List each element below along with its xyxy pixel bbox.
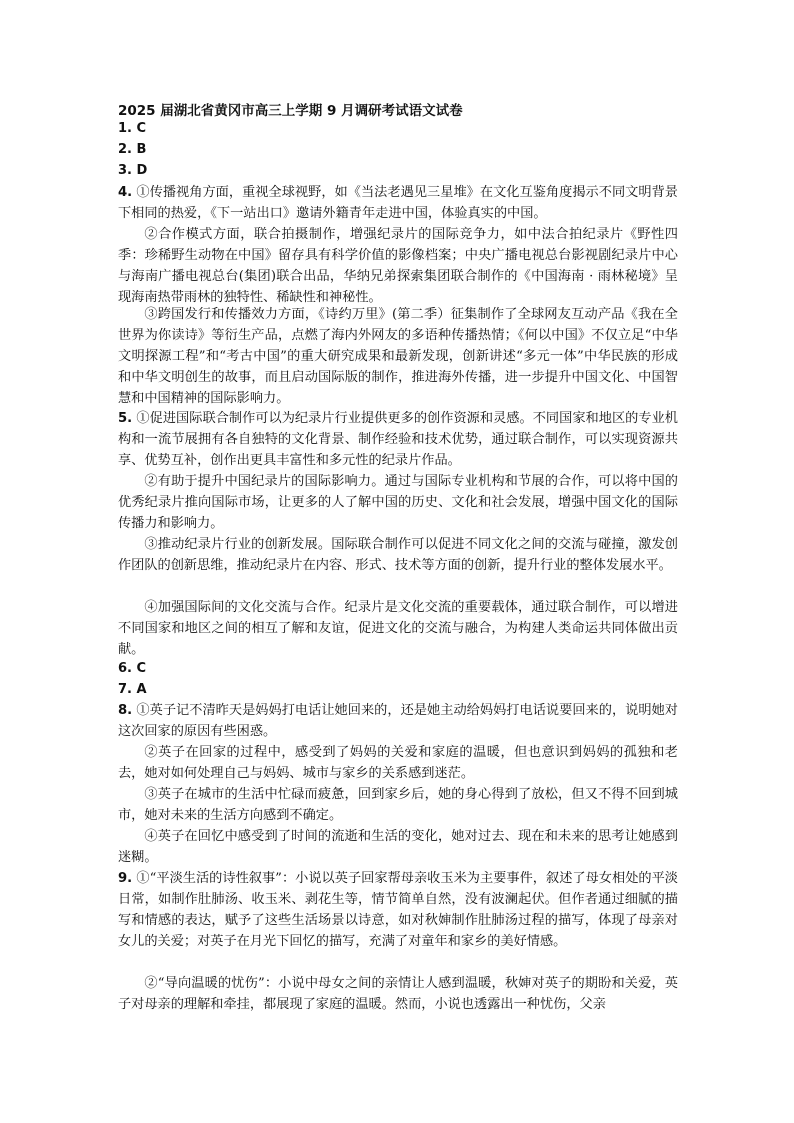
question-number-9: 9.	[118, 871, 133, 886]
answer-6: 6. C	[118, 661, 147, 676]
answer-4-point-3: ③跨国发行和传播效力方面，《诗约万里》(第二季）征集制作了全球网友互动产品《我在全世界为你读诗》等衍生产品，点燃了海内外网友的多语种传播热情；《何以中国》不仅立足“中华文明探源工程”和“考古中国”的重大研究成果和最新发现，创新讲述“多元一体”中华民族的形成和中华文明创生的故事，而且启动国际版的制作，推进海外传播，进一步提升中国文化、中国智慧和中国精神的国际影响力。	[118, 307, 678, 406]
answer-5-point-3: ③推动纪录片行业的创新发展。国际联合制作可以促进不同文化之间的交流与碰撞，激发创作团队的创新思维，推动纪录片在内容、形式、技术等方面的创新，提升行业的整体发展水平。	[118, 537, 678, 573]
answer-9-point-2: ②“导向温暖的忧伤”：小说中母女之间的亲情让人感到温暖，秋婶对英子的期盼和关爱，英子对母亲的理解和牵挂，都展现了家庭的温暖。然而，小说也透露出一种忧伤，父亲	[118, 976, 678, 1012]
answer-2: 2. B	[118, 142, 147, 157]
answer-1: 1. C	[118, 121, 147, 136]
answer-3: 3. D	[118, 163, 148, 178]
answer-5-point-1: 5. ①促进国际联合制作可以为纪录片行业提供更多的创作资源和灵感。不同国家和地区的专业机构和一流节展拥有各自独特的文化背景、制作经验和技术优势，通过联合制作，可以实现资源共享、优势互补，创作出更具丰富性和多元性的纪录片作品。	[118, 411, 678, 468]
answer-9-point-1: 9. ①“平淡生活的诗性叙事”：小说以英子回家帮母亲收玉米为主要事件，叙述了母女相处的平淡日常，如制作肚肺汤、收玉米、剥花生等，情节简单自然，没有波澜起伏。但作者通过细腻的描写和情感的表达，赋予了这些生活场景以诗意，如对秋婶制作肚肺汤过程的描写，体现了母亲对女儿的关爱；对英子在月光下回忆的描写，充满了对童年和家乡的美好情感。	[118, 871, 678, 949]
answer-5-point-4: ④加强国际间的文化交流与合作。纪录片是文化交流的重要载体，通过联合制作，可以增进不同国家和地区之间的相互了解和友谊，促进文化的交流与融合，为构建人类命运共同体做出贡献。	[118, 600, 678, 657]
answer-7: 7. A	[118, 682, 147, 697]
answer-8-point-4: ④英子在回忆中感受到了时间的流逝和生活的变化，她对过去、现在和未来的思考让她感到迷糊。	[118, 829, 678, 865]
answer-8-point-2: ②英子在回家的过程中，感受到了妈妈的关爱和家庭的温暖，但也意识到妈妈的孤独和老去，她对如何处理自己与妈妈、城市与家乡的关系感到迷茫。	[118, 745, 678, 781]
question-number-5: 5.	[118, 411, 133, 426]
question-number-8: 8.	[118, 703, 133, 718]
answer-5-point-2: ②有助于提升中国纪录片的国际影响力。通过与国际专业机构和节展的合作，可以将中国的优秀纪录片推向国际市场，让更多的人了解中国的历史、文化和社会发展，增强中国文化的国际传播力和影响力。	[118, 474, 678, 531]
answer-4-point-2: ②合作模式方面，联合拍摄制作，增强纪录片的国际竞争力，如中法合拍纪录片《野性四季：珍稀野生动物在中国》留存具有科学价值的影像档案；中央广播电视总台影视剧纪录片中心与海南广播电视总台(集团)联合出品，华纳兄弟探索集团联合制作的《中国海南 · 雨林秘境》呈现海南热带雨林的独特性、稀缺性和神秘性。	[118, 227, 678, 305]
answer-8-point-1: 8. ①英子记不清昨天是妈妈打电话让她回来的，还是她主动给妈妈打电话说要回来的，说明她对这次回家的原因有些困惑。	[118, 703, 678, 739]
question-number-4: 4.	[118, 185, 133, 200]
answer-4-point-1: 4. ①传播视角方面，重视全球视野，如《当法老遇见三星堆》在文化互鉴角度揭示不同文明背景下相同的热爱，《下一站出口》邀请外籍青年走进中国，体验真实的中国。	[118, 185, 678, 221]
exam-title: 2025 届湖北省黄冈市高三上学期 9 月调研考试语文试卷	[118, 103, 463, 119]
answer-8-point-3: ③英子在城市的生活中忙碌而疲惫，回到家乡后，她的身心得到了放松，但又不得不回到城市，她对未来的生活方向感到不确定。	[118, 787, 678, 823]
